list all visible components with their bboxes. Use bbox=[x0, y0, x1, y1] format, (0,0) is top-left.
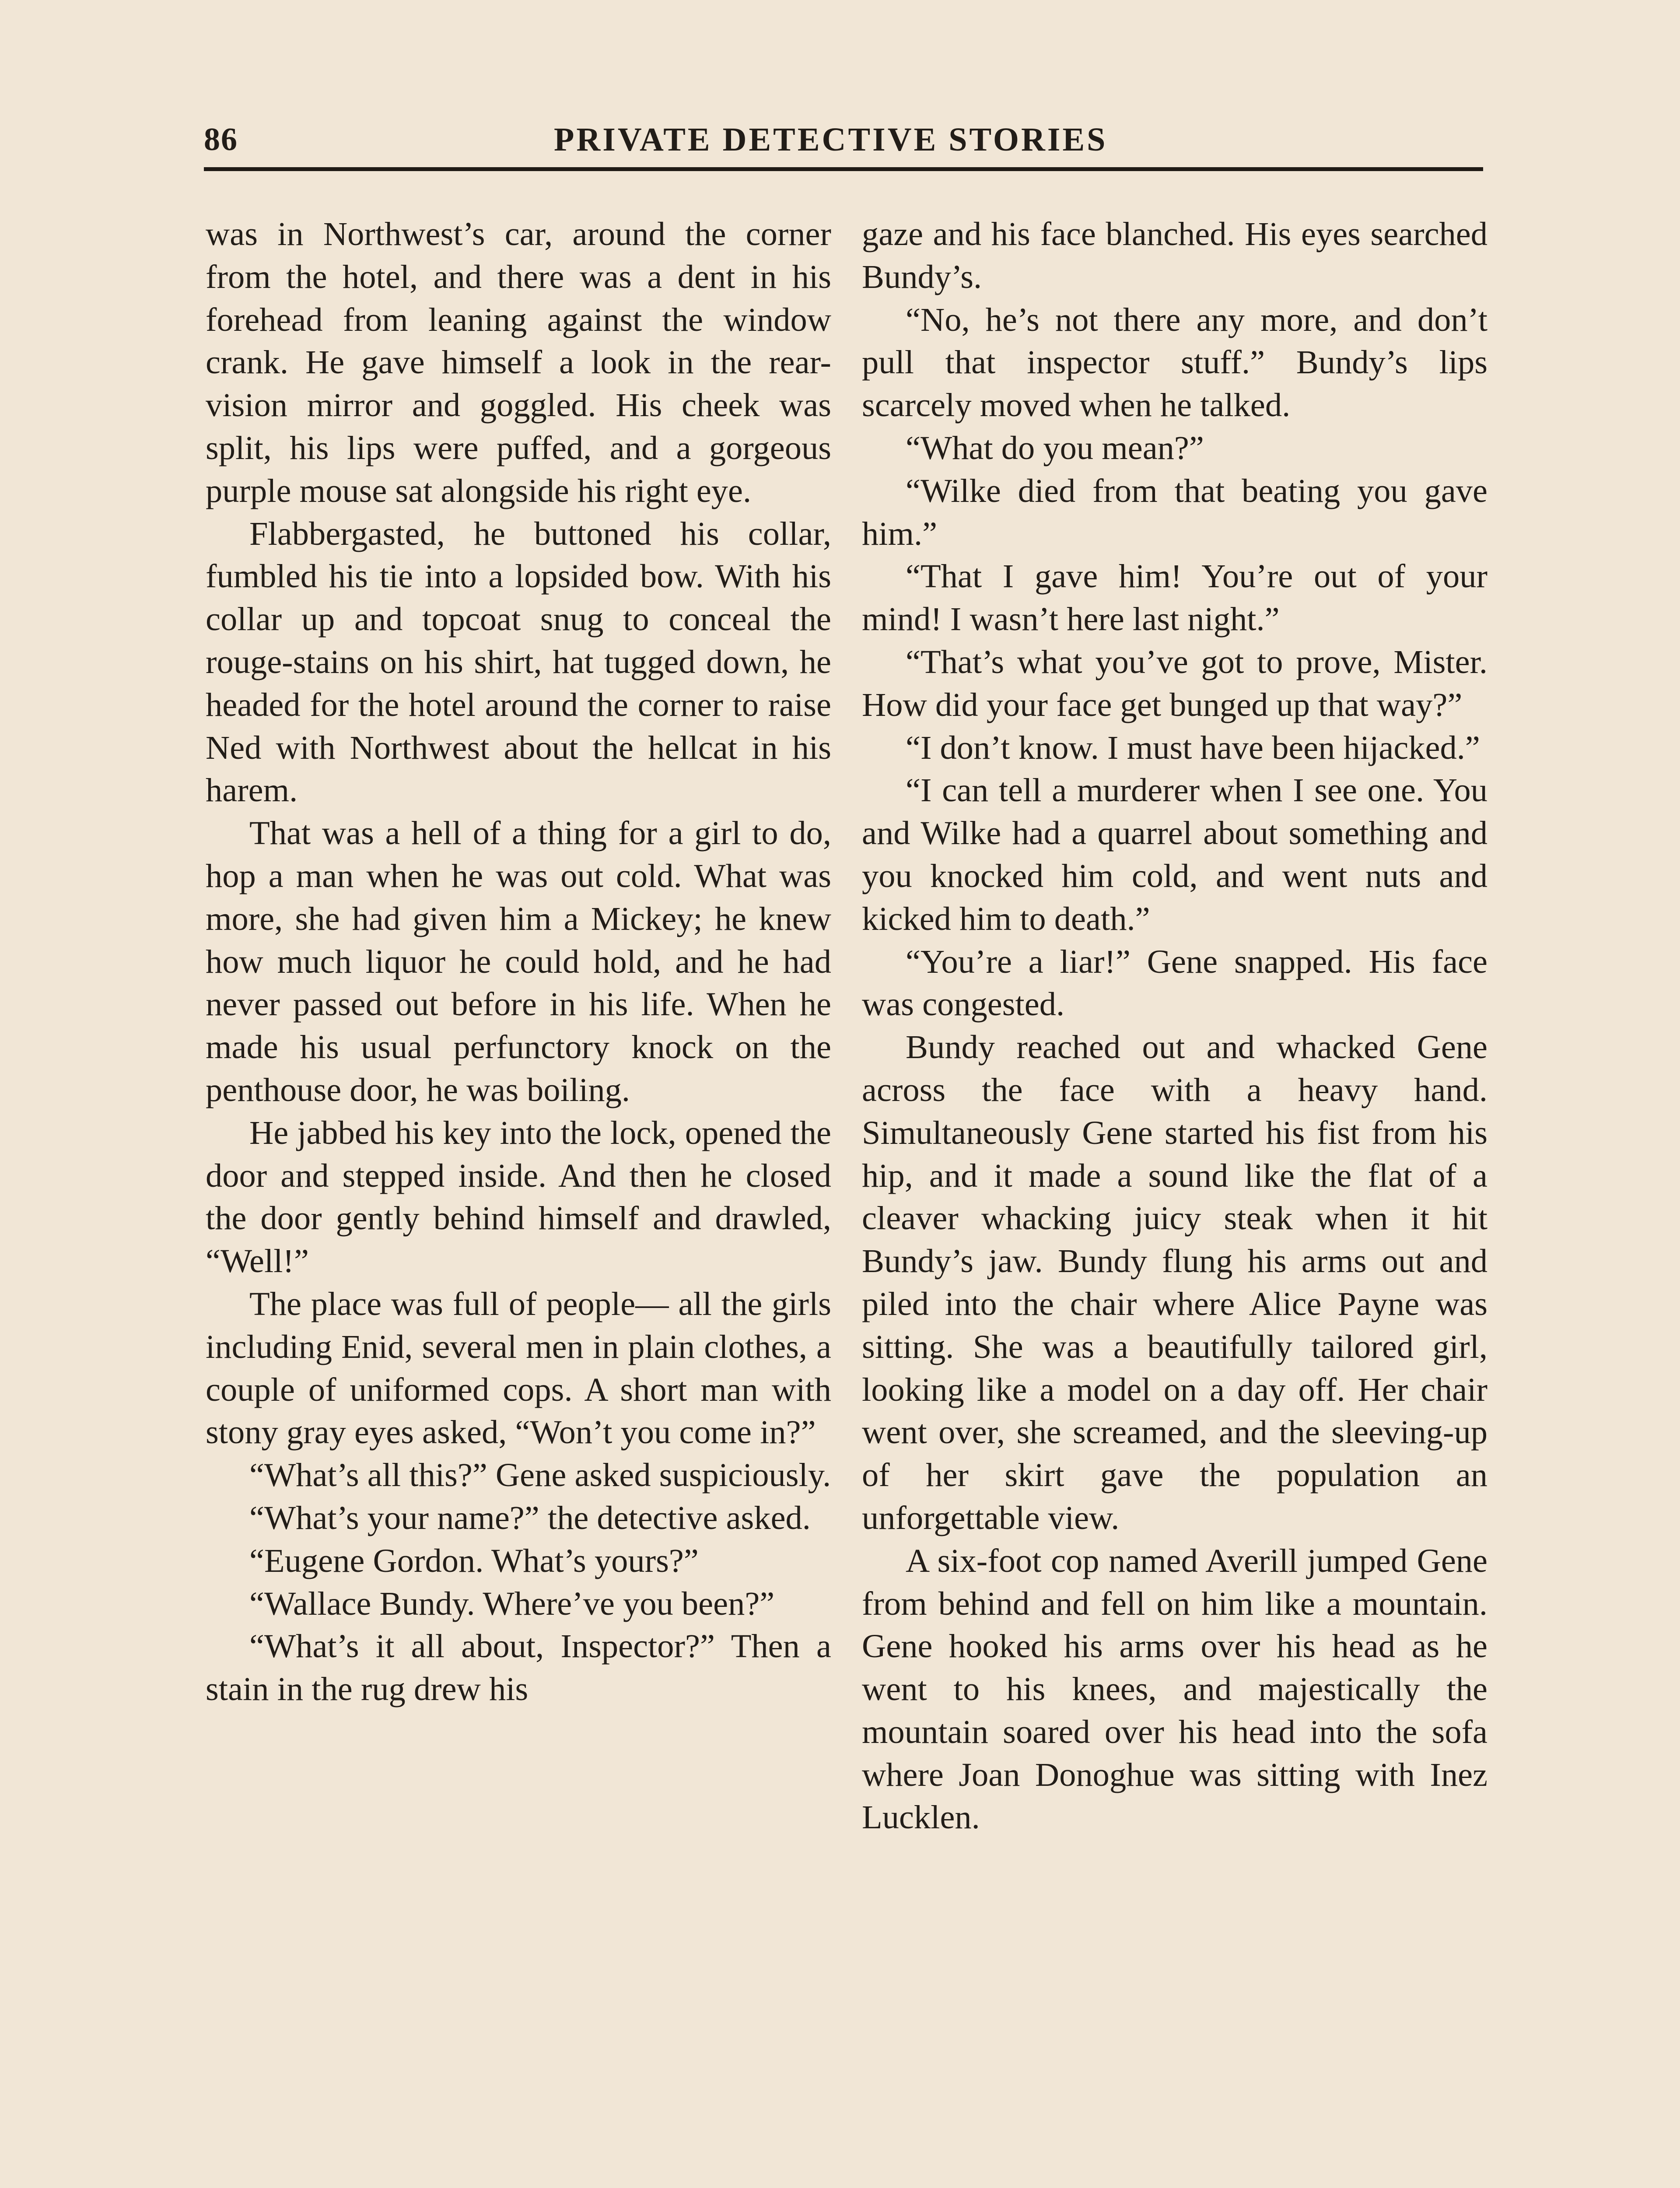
paragraph: He jabbed his key into the lock, opened the door and stepped inside. And then he closed the door gently behind himself and drawled, “Well!” bbox=[206, 1114, 831, 1280]
paragraph: “What’s your name?” the detective asked. bbox=[249, 1499, 811, 1536]
paragraph: Bundy reached out and whacked Gene across the face with a heavy hand. Simultaneously Gene started his fist from his hip, and it made a sound like the flat of a cleaver whacking juicy steak when it hit Bundy’s jaw. Bundy flung his arms out and piled into the chair where Alice Payne was sitting. She was a beautifully tailored girl, looking like a model on a day off. Her chair went over, she screamed, and the sleeving-up of her skirt gave the population an unforgettable view. bbox=[862, 1028, 1488, 1536]
text-column-left bbox=[206, 213, 831, 1711]
paragraph: The place was full of people— all the girls including Enid, several men in plain clothes, a couple of uniformed cops. A short man with stony gray eyes asked, “Won’t you come in?” bbox=[206, 1285, 831, 1451]
magazine-title: PRIVATE DETECTIVE STORIES bbox=[554, 121, 1108, 158]
paragraph: Flabbergasted, he buttoned his collar, fumbled his tie into a lopsided bow. With his collar up and topcoat snug to conceal the rouge-stains on his shirt, hat tugged down, he headed for the hotel around the corner to raise Ned with Northwest about the hellcat in his harem. bbox=[206, 515, 831, 809]
paragraph: was in Northwest’s car, around the corner from the hotel, and there was a dent in his forehead from leaning against the window crank. He gave himself a look in the rear-vision mirror and goggled. His cheek was split, his lips were puffed, and a gorgeous purple mouse sat alongside his right eye. bbox=[206, 215, 831, 509]
running-header bbox=[204, 117, 1481, 169]
paragraph: “That’s what you’ve got to prove, Mister. How did your face get bunged up that way?” bbox=[862, 643, 1488, 723]
paragraph: “Eugene Gordon. What’s yours?” bbox=[249, 1542, 699, 1579]
paragraph: “Wallace Bundy. Where’ve you been?” bbox=[249, 1585, 775, 1622]
paragraph: “What’s it all about, Inspector?” Then a stain in the rug drew his bbox=[206, 1627, 831, 1708]
paragraph: “I don’t know. I must have been hijacked.” bbox=[906, 729, 1480, 766]
page-number: 86 bbox=[204, 122, 238, 158]
paragraph: “You’re a liar!” Gene snapped. His face was congested. bbox=[862, 943, 1488, 1023]
paragraph: “That I gave him! You’re out of your mind! I wasn’t here last night.” bbox=[862, 558, 1488, 638]
text-column-right bbox=[862, 213, 1488, 1839]
paragraph: “No, he’s not there any more, and don’t pull that inspector stuff.” Bundy’s lips scarcely moved when he talked. bbox=[862, 301, 1488, 424]
paragraph: “What’s all this?” Gene asked suspiciously. bbox=[249, 1456, 831, 1494]
header-rule bbox=[204, 167, 1483, 171]
paragraph: gaze and his face blanched. His eyes searched Bundy’s. bbox=[862, 215, 1488, 295]
paragraph: “Wilke died from that beating you gave him.” bbox=[862, 472, 1488, 552]
paragraph: A six-foot cop named Averill jumped Gene from behind and fell on him like a mountain. Gene hooked his arms over his head as he went to his knees, and majestically the mountain soared over his head into the sofa where Joan Donoghue was sitting with Inez Lucklen. bbox=[862, 1542, 1488, 1836]
paragraph: That was a hell of a thing for a girl to do, hop a man when he was out cold. What was more, she had given him a Mickey; he knew how much liquor he could hold, and he had never passed out before in his life. When he made his usual perfunctory knock on the penthouse door, he was boiling. bbox=[206, 814, 831, 1108]
paragraph: “What do you mean?” bbox=[906, 429, 1204, 466]
paragraph: “I can tell a murderer when I see one. You and Wilke had a quarrel about something and you knocked him cold, and went nuts and kicked him to death.” bbox=[862, 771, 1488, 937]
